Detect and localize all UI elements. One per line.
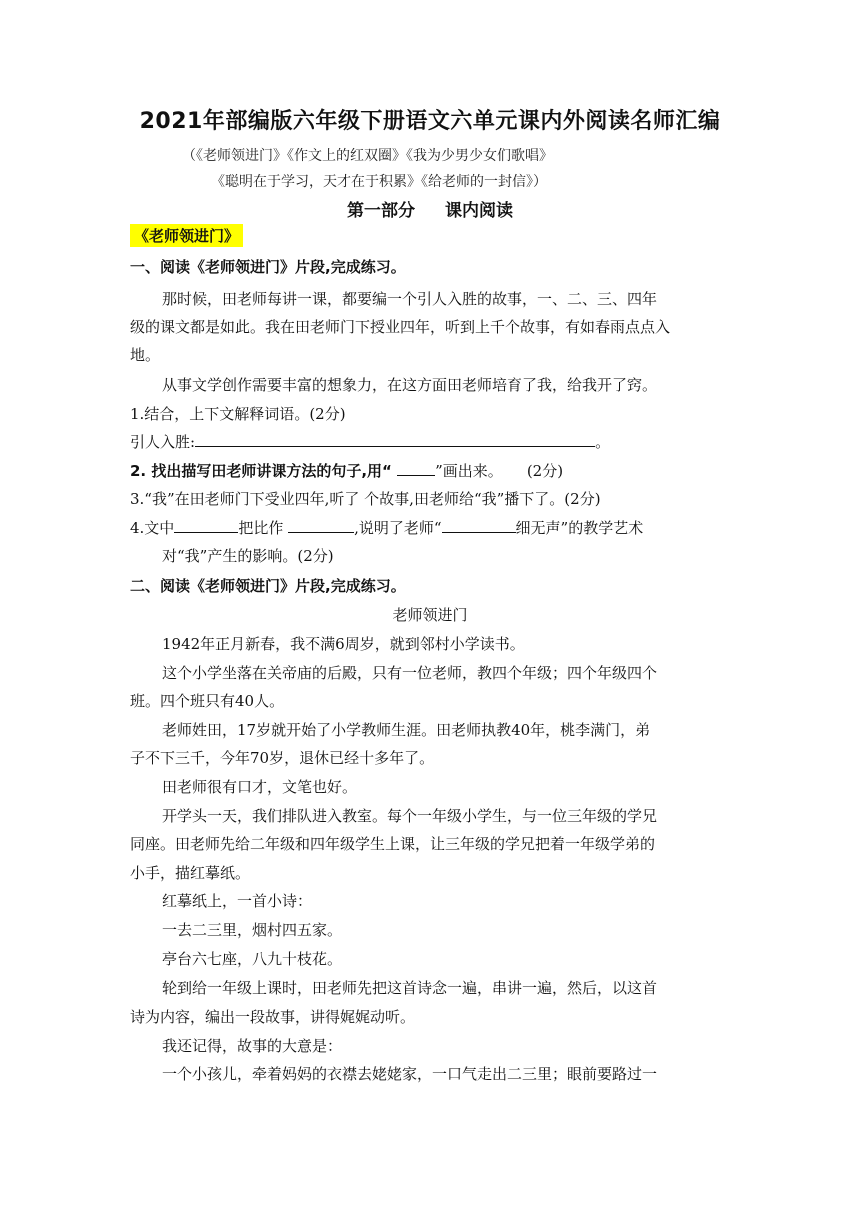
question-2-text-b: ”画出来。 — [435, 462, 503, 480]
article-line: 田老师很有口才，文笔也好。 — [162, 778, 358, 796]
question-1: 1.结合，上下文解释词语。(2分) — [130, 405, 346, 423]
question-1-word: 引人入胜: — [130, 433, 196, 451]
question-3: 3.“我”在田老师门下受业四年,听了 个故事,田老师给“我”播下了。(2分) — [130, 490, 601, 508]
section-2-heading: 二、阅读《老师领进门》片段,完成练习。 — [130, 577, 406, 595]
article-line: 一个小孩儿，牵着妈妈的衣襟去姥姥家，一口气走出二三里；眼前要路过一 — [162, 1065, 658, 1083]
question-2-score: (2分) — [526, 462, 564, 480]
answer-blank[interactable] — [174, 531, 238, 533]
article-line: 我还记得，故事的大意是： — [162, 1037, 343, 1055]
part-label: 课内阅读 — [445, 201, 513, 221]
question-1-end: 。 — [595, 433, 611, 451]
question-4-line-2: 对“我”产生的影响。(2分) — [162, 547, 334, 565]
article-line: 同座。田老师先给二年级和四年级学生上课，让三年级的学兄把着一年级学弟的 — [130, 835, 656, 853]
paragraph-line: 地。 — [130, 346, 161, 364]
question-4-text-a: 4.文中 — [130, 519, 175, 537]
article-line: 这个小学坐落在关帝庙的后殿，只有一位老师，教四个年级；四个年级四个 — [162, 664, 658, 682]
highlighted-lesson-tag: 《老师领进门》 — [130, 224, 243, 247]
subtitle-line-1: （《老师领进门》《作文上的红双圈》《我为少男少女们歌唱》 — [182, 148, 553, 164]
document-title: 2021年部编版六年级下册语文六单元课内外阅读名师汇编 — [139, 109, 721, 134]
question-2-text: 2. 找出描写田老师讲课方法的句子,用“ — [130, 462, 398, 480]
paragraph-line: 级的课文都是如此。我在田老师门下授业四年，听到上千个故事，有如春雨点点入 — [130, 318, 671, 336]
article-title: 老师领进门 — [392, 606, 468, 624]
answer-blank[interactable] — [195, 445, 595, 447]
poem-line: 亭台六七座，八九十枝花。 — [162, 950, 343, 968]
poem-line: 一去二三里，烟村四五家。 — [162, 921, 343, 939]
answer-blank[interactable] — [442, 531, 516, 533]
underline-sample — [397, 474, 435, 476]
part-heading — [0, 196, 860, 221]
paragraph-line: 从事文学创作需要丰富的想象力，在这方面田老师培育了我，给我开了窍。 — [162, 376, 658, 394]
article-line: 诗为内容，编出一段故事，讲得娓娓动听。 — [130, 1008, 416, 1026]
paragraph-line: 那时候，田老师每讲一课，都要编一个引人入胜的故事，一、二、三、四年 — [162, 290, 658, 308]
question-4-text-c: ,说明了老师“ — [354, 519, 442, 537]
section-1-heading: 一、阅读《老师领进门》片段,完成练习。 — [130, 258, 406, 276]
article-line: 老师姓田，17岁就开始了小学教师生涯。田老师执教40年，桃李满门，弟 — [162, 721, 651, 739]
article-line: 子不下三千，今年70岁，退休已经十多年了。 — [130, 749, 435, 767]
part-number: 第一部分 — [347, 201, 415, 221]
article-line: 轮到给一年级上课时，田老师先把这首诗念一遍，串讲一遍，然后，以这首 — [162, 979, 658, 997]
question-4-text-d: 细无声”的教学艺术 — [515, 519, 644, 537]
answer-blank[interactable] — [288, 531, 354, 533]
question-2 — [130, 460, 730, 481]
question-4 — [130, 517, 730, 538]
article-line: 开学头一天，我们排队进入教室。每个一年级小学生，与一位三年级的学兄 — [162, 807, 658, 825]
article-line: 1942年正月新春，我不满6周岁，就到邻村小学读书。 — [162, 635, 525, 653]
question-1-answer-row — [130, 431, 730, 452]
article-line: 红摹纸上，一首小诗： — [162, 892, 313, 910]
question-4-text-b: 把比作 — [238, 519, 289, 537]
article-line: 班。四个班只有40人。 — [130, 692, 285, 710]
article-line: 小手，描红摹纸。 — [130, 864, 251, 882]
subtitle-line-2: 《聪明在于学习，天才在于积累》《给老师的一封信》） — [211, 174, 547, 190]
